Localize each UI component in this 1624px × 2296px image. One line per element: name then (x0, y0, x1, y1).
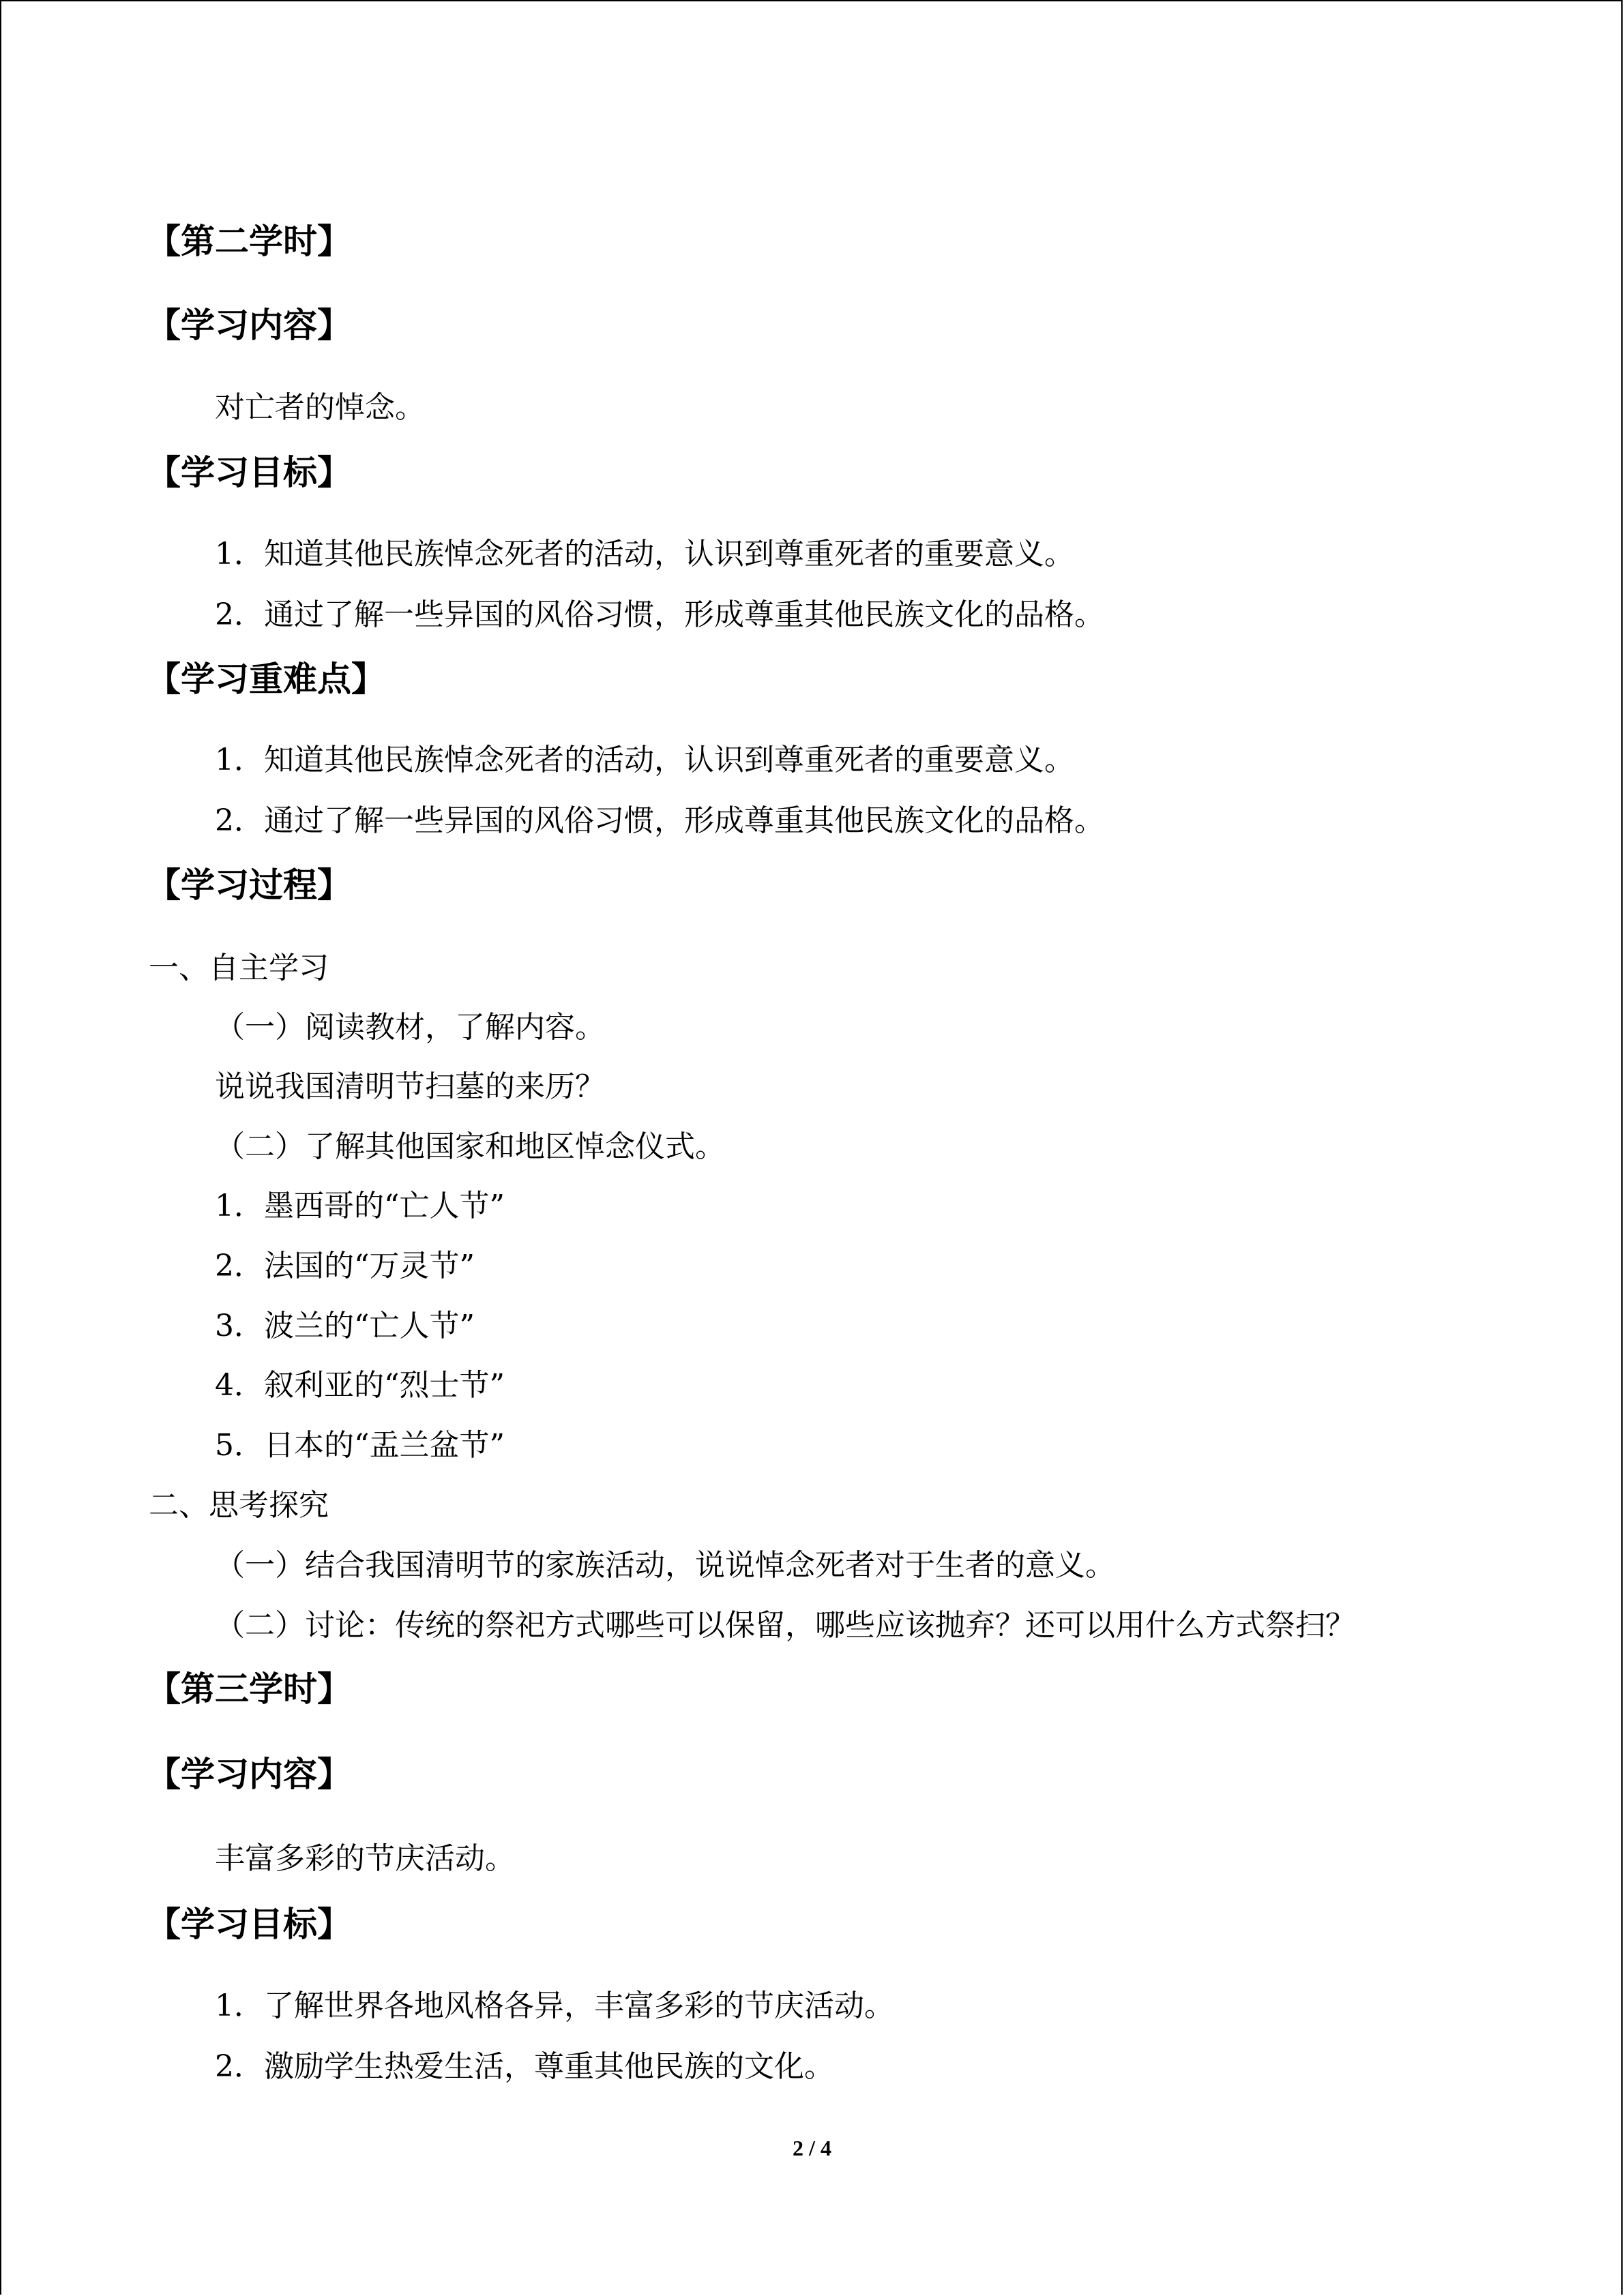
festival-item: 5．日本的“盂兰盆节” (215, 1428, 505, 1463)
process-item: （一）阅读教材，了解内容。 (215, 1010, 605, 1045)
goal-item: 1．了解世界各地风格各异，丰富多彩的节庆活动。 (215, 1988, 894, 2023)
discussion-item: （二）讨论：传统的祭祀方式哪些可以保留，哪些应该抛弃？还可以用什么方式祭扫？ (215, 1608, 1355, 1643)
section-3-title: 【第三学时】 (147, 1669, 351, 1709)
key-point-item: 2．通过了解一些异国的风俗习惯，形成尊重其他民族文化的品格。 (215, 803, 1104, 838)
process-item: （二）了解其他国家和地区悼念仪式。 (215, 1129, 725, 1164)
goal-item: 1．知道其他民族悼念死者的活动，认识到尊重死者的重要意义。 (215, 537, 1074, 571)
festival-item: 3．波兰的“亡人节” (215, 1309, 475, 1343)
learning-process-heading: 【学习过程】 (147, 865, 351, 905)
key-point-item: 1．知道其他民族悼念死者的活动，认识到尊重死者的重要意义。 (215, 743, 1074, 777)
goal-item: 2．通过了解一些异国的风俗习惯，形成尊重其他民族文化的品格。 (215, 597, 1104, 632)
learning-content-text: 对亡者的悼念。 (215, 390, 425, 425)
learning-content-text: 丰富多彩的节庆活动。 (215, 1841, 515, 1876)
section-2-title: 【第二学时】 (147, 222, 351, 261)
learning-goals-heading: 【学习目标】 (147, 1905, 351, 1944)
festival-item: 4．叙利亚的“烈士节” (215, 1368, 505, 1403)
process-item: 说说我国清明节扫墓的来历？ (215, 1069, 605, 1104)
goal-item: 2．激励学生热爱生活，尊重其他民族的文化。 (215, 2049, 834, 2084)
key-points-heading: 【学习重难点】 (147, 659, 385, 699)
festival-item: 2．法国的“万灵节” (215, 1249, 475, 1283)
part-one-title: 一、自主学习 (149, 951, 329, 985)
learning-goals-heading: 【学习目标】 (147, 453, 351, 492)
part-two-title: 二、思考探究 (149, 1488, 329, 1523)
learning-content-heading: 【学习内容】 (147, 305, 351, 345)
learning-content-heading: 【学习内容】 (147, 1755, 351, 1794)
page-number: 2 / 4 (793, 2136, 831, 2160)
festival-item: 1．墨西哥的“亡人节” (215, 1189, 505, 1223)
discussion-item: （一）结合我国清明节的家族活动，说说悼念死者对于生者的意义。 (215, 1548, 1115, 1583)
